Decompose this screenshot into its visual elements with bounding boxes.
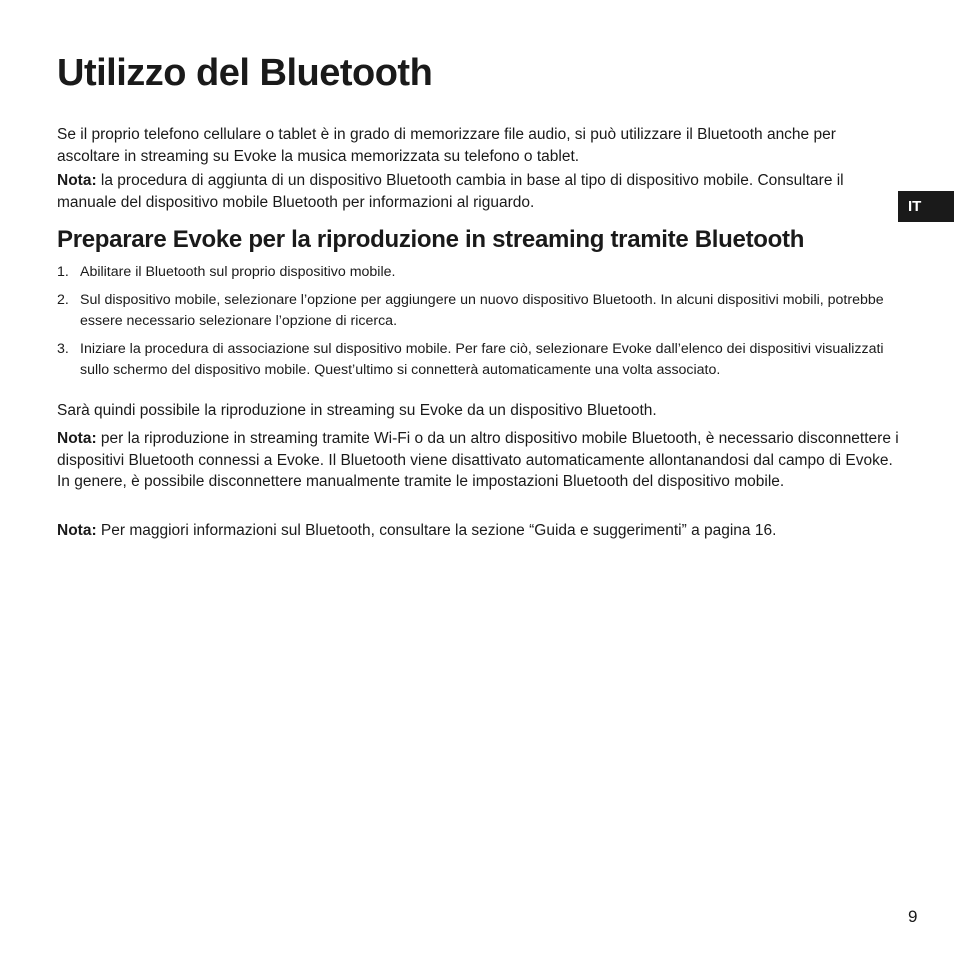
note-paragraph-1 (57, 170, 902, 213)
note-3-text: Per maggiori informazioni sul Bluetooth, consultare la sezione “Guida e suggerimenti” a pagina 16. (96, 522, 777, 539)
section-heading: Preparare Evoke per la riproduzione in streaming tramite Bluetooth (57, 226, 805, 253)
outcome-paragraph (57, 400, 902, 422)
step-number: 1. (57, 264, 69, 280)
note-paragraph-2 (57, 428, 902, 493)
step-text: Abilitare il Bluetooth sul proprio dispositivo mobile. (80, 264, 396, 280)
note-1-body (57, 170, 902, 213)
note-paragraph-3 (57, 520, 902, 542)
page-title: Utilizzo del Bluetooth (57, 52, 433, 94)
step-text: Sul dispositivo mobile, selezionare l’opzione per aggiungere un nuovo dispositivo Bluetooth. In alcuni dispositivi mobili, potrebbe essere necessario selezionare l’opzione di ricerca. (80, 291, 884, 329)
note-1-label: Nota: (57, 172, 97, 189)
note-2-text: per la riproduzione in streaming tramite Wi-Fi o da un altro dispositivo mobile Bluetooth, è necessario disconnettere i dispositivi Bluetooth connessi a Evoke. Il Bluetooth viene disattivato automaticamente allontanandosi dal campo di Evoke. In genere, è possibile disconnettere manualmente tramite le impostazioni Bluetooth del dispositivo mobile. (57, 430, 899, 490)
steps-list (57, 262, 902, 388)
list-item (57, 262, 902, 284)
note-2-body (57, 428, 902, 493)
note-3-body (57, 520, 902, 542)
note-1-text: la procedura di aggiunta di un dispositivo Bluetooth cambia in base al tipo di dispositivo mobile. Consultare il manuale del dispositivo mobile Bluetooth per informazioni al riguardo. (57, 172, 844, 211)
page-number: 9 (908, 907, 918, 926)
intro-paragraph (57, 124, 902, 167)
language-tab: IT (898, 191, 954, 222)
step-text: Iniziare la procedura di associazione sul dispositivo mobile. Per fare ciò, selezionare Evoke dall’elenco dei dispositivi visualizzati sullo schermo del dispositivo mobile. Quest’ultimo si connetterà automaticamente una volta associato. (80, 340, 884, 378)
note-3-label: Nota: (57, 522, 97, 539)
note-2-label: Nota: (57, 430, 97, 447)
step-number: 3. (57, 340, 69, 357)
list-item (57, 339, 902, 382)
list-item (57, 290, 902, 333)
intro-text: Se il proprio telefono cellulare o tablet è in grado di memorizzare file audio, si può utilizzare il Bluetooth anche per ascoltare in streaming su Evoke la musica memorizzata su telefono o tablet. (57, 126, 836, 165)
step-number: 2. (57, 291, 69, 308)
outcome-text: Sarà quindi possibile la riproduzione in streaming su Evoke da un dispositivo Bluetooth. (57, 402, 657, 419)
